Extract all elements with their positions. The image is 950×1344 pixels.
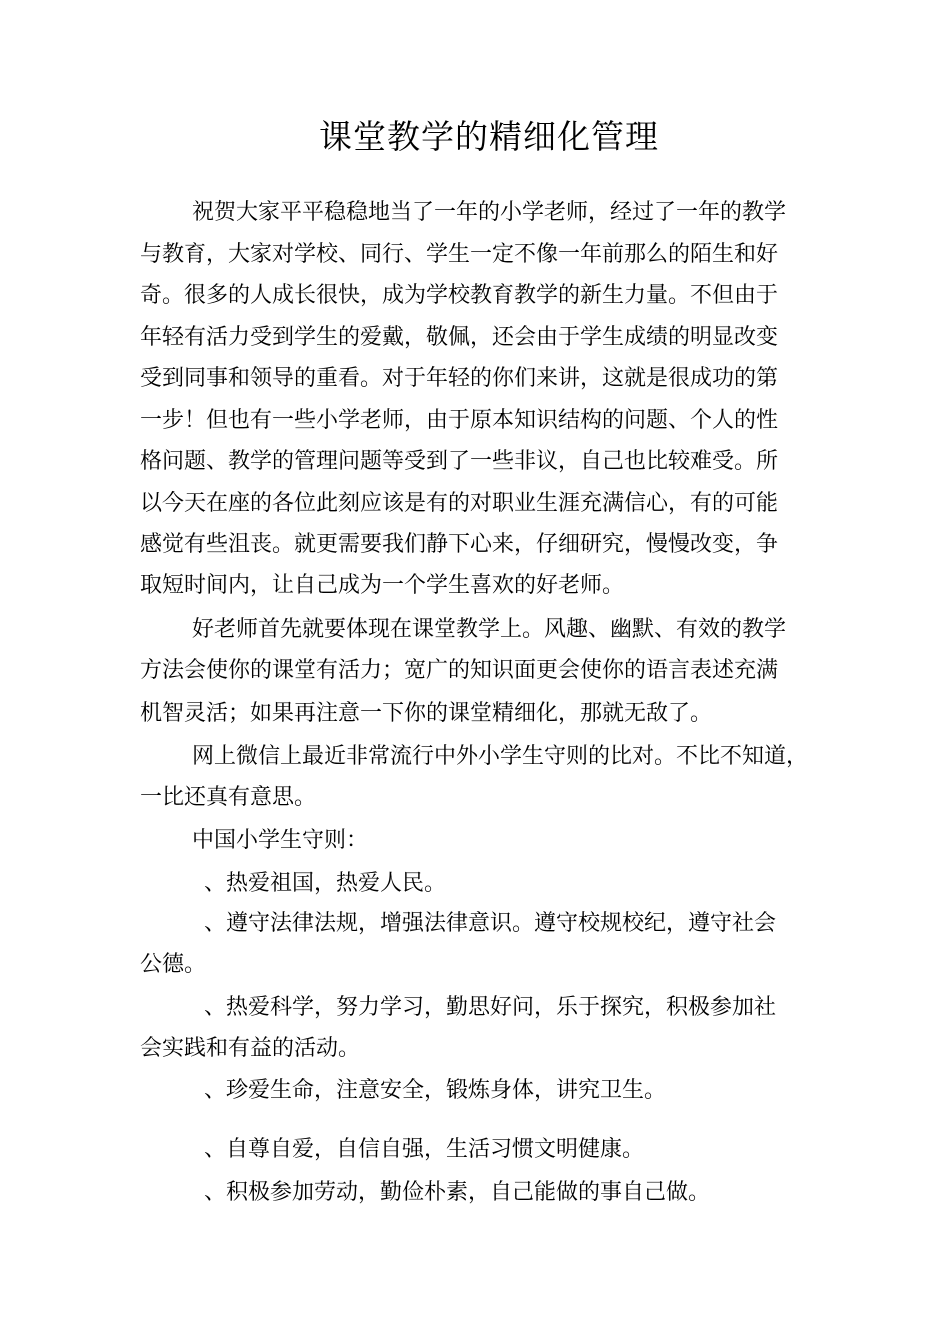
rule-item: 、遵守法律法规，增强法律意识。遵守校规校纪，遵守社会 [204, 911, 777, 936]
paragraph-3-line: 一比还真有意思。 [140, 785, 317, 810]
paragraph-1-line: 一步！但也有一些小学老师，由于原本知识结构的问题、个人的性 [140, 408, 779, 433]
rule-item-continuation: 会实践和有益的活动。 [140, 1036, 361, 1061]
paragraph-2-line: 好老师首先就要体现在课堂教学上。风趣、幽默、有效的教学 [192, 617, 787, 642]
paragraph-1-line: 祝贺大家平平稳稳地当了一年的小学老师，经过了一年的教学 [192, 200, 787, 225]
rule-item: 、热爱科学，努力学习，勤思好问，乐于探究，积极参加社 [204, 995, 777, 1020]
paragraph-1-line: 以今天在座的各位此刻应该是有的对职业生涯充满信心，有的可能 [140, 491, 779, 516]
paragraph-1-line: 奇。很多的人成长很快，成为学校教育教学的新生力量。不但由于 [140, 283, 779, 308]
paragraph-1-line: 取短时间内，让自己成为一个学生喜欢的好老师。 [140, 573, 625, 598]
paragraph-1-line: 受到同事和领导的重看。对于年轻的你们来讲，这就是很成功的第 [140, 366, 779, 391]
rule-item-continuation: 公德。 [140, 952, 207, 977]
rule-item: 、积极参加劳动，勤俭朴素，自己能做的事自己做。 [204, 1180, 711, 1205]
document-title: 课堂教学的精细化管理 [319, 117, 659, 156]
rule-item: 、自尊自爱，自信自强，生活习惯文明健康。 [204, 1137, 645, 1162]
rule-item: 、热爱祖国，热爱人民。 [204, 871, 447, 896]
paragraph-2-line: 方法会使你的课堂有活力；宽广的知识面更会使你的语言表述充满 [140, 658, 779, 683]
paragraph-1-line: 年轻有活力受到学生的爱戴，敬佩，还会由于学生成绩的明显改变 [140, 325, 779, 350]
paragraph-3-line: 网上微信上最近非常流行中外小学生守则的比对。不比不知道， [192, 744, 809, 769]
paragraph-1-line: 格问题、教学的管理问题等受到了一些非议，自己也比较难受。所 [140, 449, 779, 474]
paragraph-1-line: 与教育，大家对学校、同行、学生一定不像一年前那么的陌生和好 [140, 242, 779, 267]
rule-item: 、珍爱生命，注意安全，锻炼身体，讲究卫生。 [204, 1078, 667, 1103]
paragraph-2-line: 机智灵活；如果再注意一下你的课堂精细化，那就无敌了。 [140, 701, 713, 726]
rules-heading: 中国小学生守则： [192, 828, 369, 853]
paragraph-1-line: 感觉有些沮丧。就更需要我们静下心来，仔细研究，慢慢改变，争 [140, 532, 779, 557]
